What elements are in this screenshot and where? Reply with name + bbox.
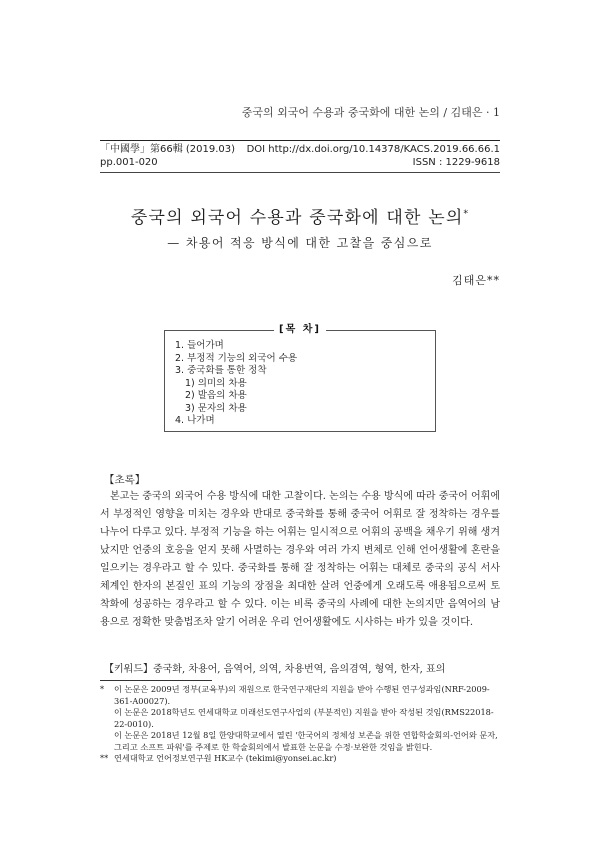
footnote [100, 753, 502, 765]
page-range: pp.001-020 [100, 157, 158, 168]
toc-item[interactable]: 2. 부정적 기능의 외국어 수용 [175, 352, 298, 364]
footnote-text: 이 논문은 2018년 12월 8일 한양대학교에서 열린 '한국어의 정체성 보존을 위한 연합학술회의-언어와 문자, 그리고 소프트 파워'를 주제로 한 학술회의에서 발표한 논문을 수정·보완한 것임을 밝힌다. [114, 730, 498, 752]
journal-issue: 「中國學」第66輯 (2019.03) [100, 144, 236, 155]
toc-subitem[interactable]: 3) 문자의 차용 [185, 402, 247, 414]
paper-title-text: 중국의 외국어 수용과 중국화에 대한 논의 [130, 208, 464, 228]
issn: ISSN : 1229-9618 [412, 157, 500, 168]
footnote-text: 연세대학교 언어정보연구원 HK교수 (tekimi@yonsei.ac.kr) [114, 753, 337, 763]
footnote [100, 684, 502, 707]
doi-link[interactable]: DOI http://dx.doi.org/10.14378/KACS.2019.66.66.1 [246, 144, 500, 155]
meta-row-2 [100, 156, 500, 169]
footnote [100, 707, 502, 730]
footnote-mark: ** [100, 753, 109, 763]
title-block [60, 203, 540, 251]
footnote-text: 이 논문은 2018학년도 연세대학교 미래선도연구사업의 (부분적인) 지원을 받아 작성된 것임(RMS22018-22-0010). [114, 707, 494, 729]
toc-subitem[interactable]: 1) 의미의 차용 [185, 377, 247, 389]
paper-title [60, 203, 540, 228]
toc-title: [목 차] [274, 324, 326, 337]
journal-meta [100, 140, 500, 173]
meta-row-1 [100, 143, 500, 156]
paper-subtitle: — 차용어 적응 방식에 대한 고찰을 중심으로 [167, 236, 433, 250]
toc-item[interactable]: 3. 중국화를 통한 정착 [175, 365, 267, 376]
author-name: 김태은** [452, 274, 500, 287]
title-footnote-mark[interactable]: * [463, 209, 470, 220]
table-of-contents [164, 324, 436, 432]
toc-subitem[interactable]: 2) 발음의 차용 [185, 390, 247, 401]
footnote [100, 730, 502, 753]
footnote-text: 이 논문은 2009년 정부(교육부)의 재원으로 한국연구재단의 지원을 받아 수행된 연구성과임(NRF-2009-361-A00027). [114, 684, 490, 706]
toc-item[interactable]: 4. 나가며 [175, 415, 215, 426]
running-head: 중국의 외국어 수용과 중국화에 대한 논의 / 김태은 · 1 [241, 106, 500, 119]
footnote-divider [100, 680, 212, 681]
toc-list [175, 340, 435, 428]
keywords: 【키워드】중국화, 차용어, 음역어, 의역, 차용번역, 음의겸역, 형역, 한자, 표의 [104, 664, 446, 675]
footnotes [100, 684, 502, 765]
toc-item[interactable]: 1. 들어가며 [175, 340, 224, 351]
abstract-body: 본고는 중국의 외국어 수용 방식에 대한 고찰이다. 논의는 수용 방식에 따라 중국어 어휘에서 부정적인 영향을 미치는 경우와 반대로 중국화를 통해 중국어 어휘로 잘 정착하는 경우를 나누어 다루고 있다. 부정적 기능을 하는 어휘는 일시적으로 어휘의 공백을 채우기 위해 생겨났지만 언중의 호응을 얻지 못해 사멸하는 경우와 여러 가지 변체로 인해 언어생활에 혼란을 일으키는 경우라고 할 수 있다. 중국화를 통해 잘 정착하는 어휘는 대체로 중국의 공식 서사체계인 한자의 본질인 표의 기능의 장점을 최대한 살려 언중에게 오래도록 애용됨으로써 토착화에 성공하는 경우라고 할 수 있다. 이는 비록 중국의 사례에 대한 논의지만 음역어의 남용으로 정확한 맞춤법조차 알기 어려운 우리 언어생활에도 시사하는 바가 있을 것이다. [100, 491, 500, 628]
abstract-label: 【초록】 [104, 474, 146, 486]
footnote-mark: * [100, 684, 105, 694]
